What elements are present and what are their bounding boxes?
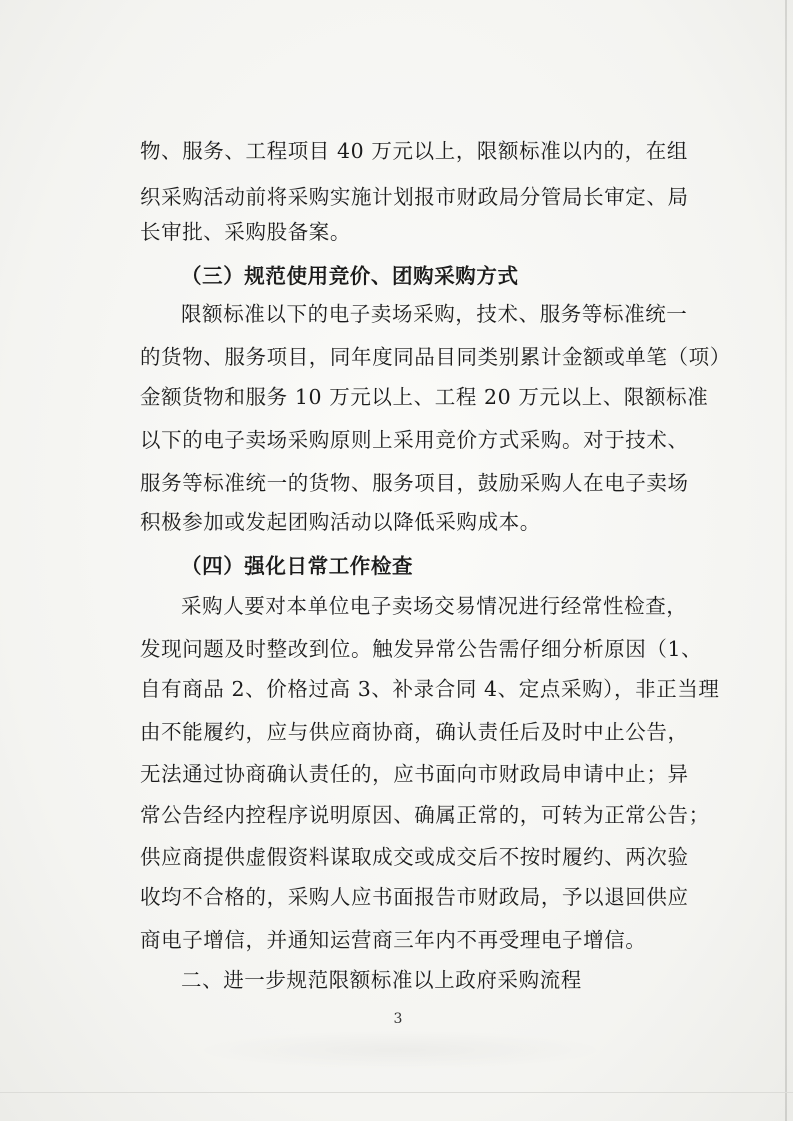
body-line: 常公告经内控程序说明原因、确属正常的，可转为正常公告； xyxy=(140,803,710,827)
body-line: 的货物、服务项目，同年度同品目同类别累计金额或单笔（项） xyxy=(140,345,731,369)
body-line: 供应商提供虚假资料谋取成交或成交后不按时履约、两次验 xyxy=(140,845,689,869)
body-line: 限额标准以下的电子卖场采购，技术、服务等标准统一 xyxy=(181,302,688,326)
scan-edge xyxy=(785,0,787,1121)
body-line: 长审批、采购股备案。 xyxy=(140,220,351,244)
scan-smudge xyxy=(190,1030,610,1070)
body-line: 服务等标准统一的货物、服务项目，鼓励采购人在电子卖场 xyxy=(140,471,689,495)
body-line: 无法通过协商确认责任的，应书面向市财政局申请中止；异 xyxy=(140,762,689,786)
body-line: 自有商品 2、价格过高 3、补录合同 4、定点采购），非正当理 xyxy=(140,677,720,701)
body-line: 物、服务、工程项目 40 万元以上，限额标准以内的，在组 xyxy=(140,139,688,163)
section-heading: 二、进一步规范限额标准以上政府采购流程 xyxy=(181,968,582,992)
section-heading: （四）强化日常工作检查 xyxy=(181,554,414,578)
body-line: 采购人要对本单位电子卖场交易情况进行经常性检查， xyxy=(181,594,688,618)
page-number: 3 xyxy=(393,1011,403,1027)
body-line: 金额货物和服务 10 万元以上、工程 20 万元以上、限额标准 xyxy=(140,385,709,409)
body-line: 积极参加或发起团购活动以降低采购成本。 xyxy=(140,510,541,534)
body-line: 收均不合格的，采购人应书面报告市财政局，予以退回供应 xyxy=(140,885,689,909)
section-heading: （三）规范使用竞价、团购采购方式 xyxy=(181,264,519,288)
body-line: 由不能履约，应与供应商协商，确认责任后及时中止公告， xyxy=(140,720,689,744)
body-line: 商电子增信，并通知运营商三年内不再受理电子增信。 xyxy=(140,928,647,952)
body-line: 以下的电子卖场采购原则上采用竞价方式采购。对于技术、 xyxy=(140,428,689,452)
body-line: 发现问题及时整改到位。触发异常公告需仔细分析原因（1、 xyxy=(140,637,703,661)
scan-edge-bottom xyxy=(0,1092,793,1093)
body-line: 织采购活动前将采购实施计划报市财政局分管局长审定、局 xyxy=(140,185,689,209)
